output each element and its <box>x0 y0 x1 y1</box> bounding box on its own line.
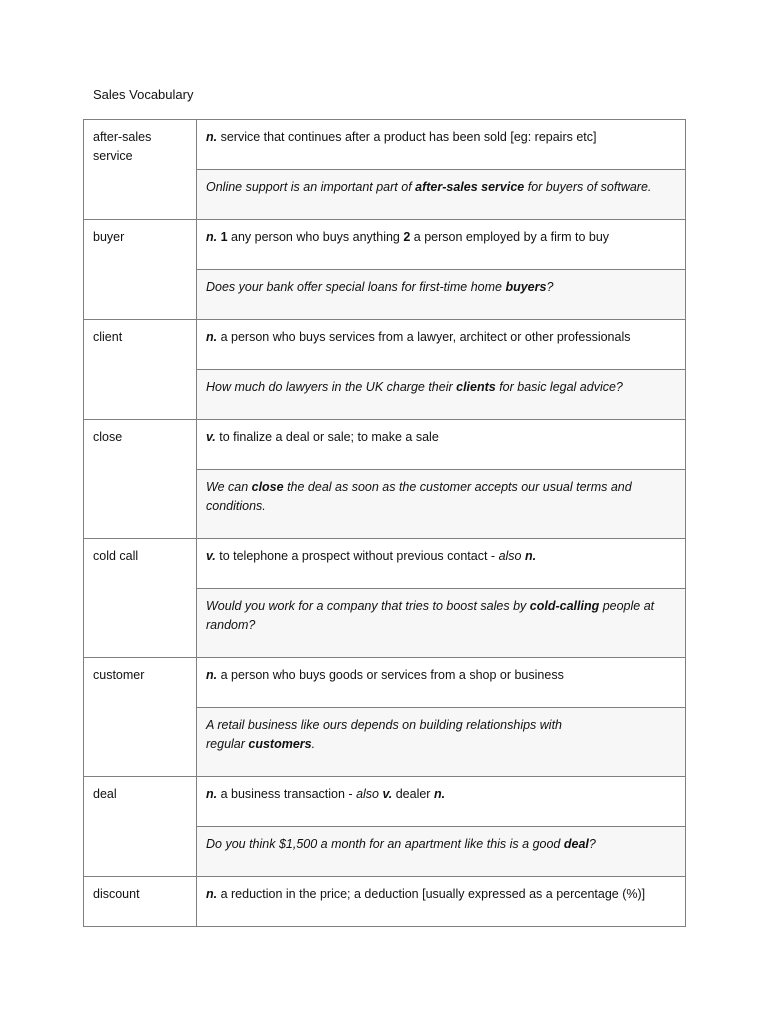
part-of-speech: n. <box>206 330 218 344</box>
highlighted-term: cold-calling <box>529 599 600 613</box>
text-run: service that continues after a product has been sold [eg: repairs etc] <box>217 130 597 144</box>
part-of-speech: v. <box>382 787 393 801</box>
text-run: Does your bank offer special loans for first-time home <box>206 280 506 294</box>
text-run: the deal as soon as the customer accepts our usual terms and conditions. <box>206 480 632 513</box>
vocab-example <box>197 827 686 877</box>
text-run: dealer <box>392 787 434 801</box>
text-run: a person who buys goods or services from a shop or business <box>217 668 564 682</box>
part-of-speech: v. <box>206 430 216 444</box>
part-of-speech: n. <box>206 668 218 682</box>
vocab-definition <box>197 777 686 827</box>
vocab-term: after-sales service <box>84 120 197 220</box>
highlighted-term: 1 <box>220 230 228 244</box>
vocab-term: deal <box>84 777 197 877</box>
vocab-definition <box>197 320 686 370</box>
highlighted-term: clients <box>456 380 496 394</box>
text-run: regular <box>206 737 249 751</box>
vocab-definition <box>197 539 686 589</box>
highlighted-term: 2 <box>403 230 411 244</box>
vocab-term: buyer <box>84 220 197 320</box>
vocab-example <box>197 470 686 539</box>
text-run: Do you think $1,500 a month for an apartment like this is a good <box>206 837 564 851</box>
text-run: to finalize a deal or sale; to make a sale <box>215 430 439 444</box>
part-of-speech: n. <box>433 787 446 801</box>
part-of-speech: v. <box>206 549 216 563</box>
text-run: We can <box>206 480 252 494</box>
text-run: How much do lawyers in the UK charge their <box>206 380 457 394</box>
text-run: A retail business like ours depends on building relationships with <box>206 718 562 732</box>
vocabulary-table <box>83 119 686 927</box>
vocab-example <box>197 589 686 658</box>
vocab-example <box>197 170 686 220</box>
vocab-example <box>197 270 686 320</box>
vocab-term: client <box>84 320 197 420</box>
vocab-definition <box>197 877 686 927</box>
table-row <box>84 539 686 589</box>
vocab-definition <box>197 220 686 270</box>
text-run: for buyers of software. <box>524 180 652 194</box>
text-run: . <box>311 737 316 751</box>
part-of-speech: n. <box>206 230 218 244</box>
vocab-term: close <box>84 420 197 539</box>
table-row <box>84 658 686 708</box>
text-run: also <box>356 787 380 801</box>
text-run: people at random? <box>206 599 655 632</box>
text-run: to telephone a prospect without previous contact - <box>215 549 499 563</box>
table-row <box>84 120 686 170</box>
table-row <box>84 220 686 270</box>
highlighted-term: close <box>251 480 284 494</box>
vocab-example <box>197 370 686 420</box>
vocab-term: discount <box>84 877 197 927</box>
document-title: Sales Vocabulary <box>93 87 194 102</box>
highlighted-term: deal <box>563 837 589 851</box>
vocab-term: customer <box>84 658 197 777</box>
vocab-example <box>197 708 686 777</box>
text-run: a person employed by a firm to buy <box>410 230 610 244</box>
text-run: ? <box>588 837 596 851</box>
text-run: a reduction in the price; a deduction [usually expressed as a percentage (%)] <box>217 887 646 901</box>
vocab-definition <box>197 420 686 470</box>
vocab-definition <box>197 658 686 708</box>
table-row <box>84 777 686 827</box>
vocab-term: cold call <box>84 539 197 658</box>
text-run: for basic legal advice? <box>495 380 623 394</box>
text-run: a business transaction - <box>217 787 357 801</box>
part-of-speech: n. <box>206 787 218 801</box>
text-run: Online support is an important part of <box>206 180 416 194</box>
table-row <box>84 877 686 927</box>
text-run: any person who buys anything <box>227 230 404 244</box>
highlighted-term: after-sales service <box>415 180 525 194</box>
part-of-speech: n. <box>206 887 218 901</box>
part-of-speech: n. <box>206 130 218 144</box>
text-run: ? <box>546 280 554 294</box>
text-run: a person who buys services from a lawyer, architect or other professionals <box>217 330 631 344</box>
part-of-speech: n. <box>524 549 537 563</box>
table-row <box>84 420 686 470</box>
vocab-definition <box>197 120 686 170</box>
highlighted-term: buyers <box>505 280 547 294</box>
text-run: also <box>498 549 522 563</box>
text-run: Would you work for a company that tries to boost sales by <box>206 599 530 613</box>
vocabulary-table-body <box>84 120 686 927</box>
table-row <box>84 320 686 370</box>
highlighted-term: customers <box>248 737 312 751</box>
